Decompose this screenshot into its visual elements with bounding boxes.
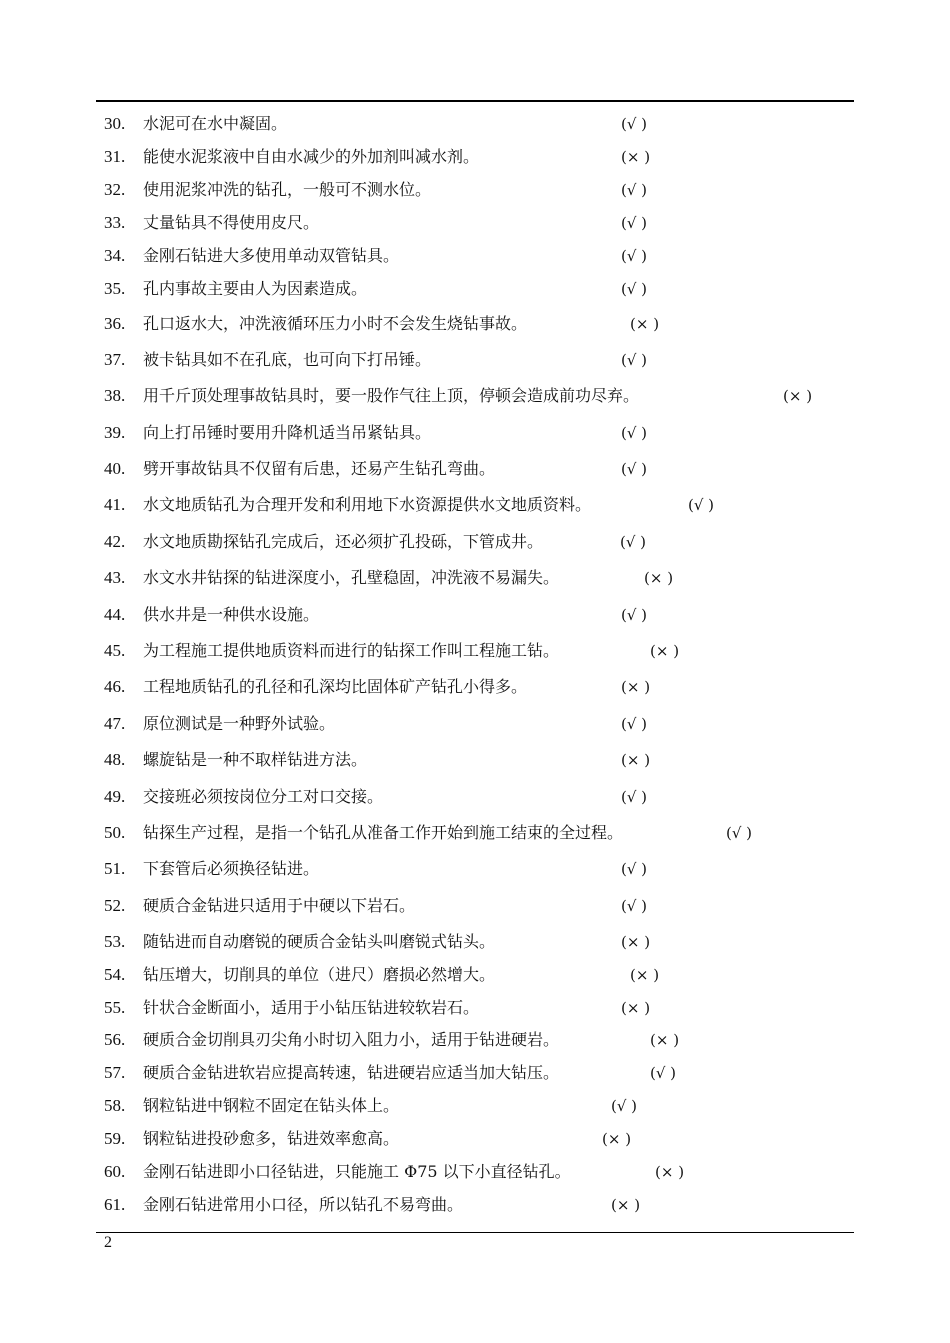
item-number: 32. (104, 180, 126, 199)
item-number: 59. (104, 1129, 126, 1148)
item-number: 37. (104, 350, 126, 369)
item-text: 金刚石钻进即小口径钻进，只能施工 Φ75 以下小直径钻孔。 (143, 1162, 571, 1181)
list-item (0, 563, 950, 593)
item-answer: (× ) (621, 751, 651, 769)
item-answer: (× ) (602, 1130, 632, 1148)
item-text: 原位测试是一种野外试验。 (143, 714, 336, 733)
list-item (0, 418, 950, 448)
item-number: 36. (104, 314, 126, 333)
item-text: 水文地质勘探钻孔完成后，还必须扩孔投砾，下管成井。 (143, 532, 544, 551)
list-item (0, 960, 950, 990)
item-number: 33. (104, 213, 126, 232)
item-answer: (√ ) (650, 1064, 677, 1082)
item-text: 钢粒钻进中钢粒不固定在钻头体上。 (143, 1096, 400, 1115)
item-text: 金刚石钻进大多使用单动双管钻具。 (143, 246, 400, 265)
item-number: 35. (104, 279, 126, 298)
list-item (0, 454, 950, 484)
item-number: 45. (104, 641, 126, 660)
item-number: 31. (104, 147, 126, 166)
footer-rule (96, 1232, 854, 1233)
item-text: 水文地质钻孔为合理开发和利用地下水资源提供水文地质资料。 (143, 495, 592, 514)
list-item (0, 1091, 950, 1121)
list-item (0, 709, 950, 739)
item-answer: (√ ) (621, 214, 648, 232)
page-number: 2 (104, 1234, 112, 1251)
list-item (0, 381, 950, 411)
list-item (0, 490, 950, 520)
item-answer: (√ ) (621, 280, 648, 298)
item-number: 44. (104, 605, 126, 624)
item-text: 针状合金断面小，适用于小钻压钻进较软岩石。 (143, 998, 480, 1017)
list-item (0, 672, 950, 702)
list-item (0, 175, 950, 205)
list-item (0, 818, 950, 848)
list-item (0, 1124, 950, 1154)
item-number: 57. (104, 1063, 126, 1082)
item-text: 用千斤顶处理事故钻具时，要一股作气往上顶，停顿会造成前功尽弃。 (143, 386, 640, 405)
header-rule (96, 100, 854, 102)
item-answer: (× ) (644, 569, 674, 587)
item-answer: (√ ) (611, 1097, 638, 1115)
item-answer: (× ) (621, 148, 651, 166)
item-answer: (√ ) (620, 533, 647, 551)
item-number: 34. (104, 246, 126, 265)
item-answer: (× ) (630, 315, 660, 333)
item-text: 交接班必须按岗位分工对口交接。 (143, 787, 384, 806)
item-text: 钻探生产过程，是指一个钻孔从准备工作开始到施工结束的全过程。 (143, 823, 624, 842)
item-answer: (√ ) (621, 181, 648, 199)
item-text: 硬质合金钻进软岩应提高转速，钻进硬岩应适当加大钻压。 (143, 1063, 560, 1082)
item-number: 30. (104, 114, 126, 133)
list-item (0, 527, 950, 557)
list-item (0, 1025, 950, 1055)
item-number: 61. (104, 1195, 126, 1214)
list-item (0, 636, 950, 666)
item-answer: (√ ) (726, 824, 753, 842)
item-text: 下套管后必须换径钻进。 (143, 859, 320, 878)
item-number: 60. (104, 1162, 126, 1181)
item-answer: (√ ) (621, 715, 648, 733)
item-number: 43. (104, 568, 126, 587)
item-text: 能使水泥浆液中自由水减少的外加剂叫减水剂。 (143, 147, 480, 166)
item-text: 硬质合金钻进只适用于中硬以下岩石。 (143, 896, 416, 915)
item-text: 供水井是一种供水设施。 (143, 605, 320, 624)
item-answer: (× ) (655, 1163, 685, 1181)
item-answer: (× ) (621, 678, 651, 696)
item-text: 水文水井钻探的钻进深度小，孔壁稳固，冲洗液不易漏失。 (143, 568, 560, 587)
item-answer: (√ ) (621, 247, 648, 265)
item-number: 46. (104, 677, 126, 696)
list-item (0, 208, 950, 238)
item-text: 硬质合金切削具刃尖角小时切入阻力小，适用于钻进硬岩。 (143, 1030, 560, 1049)
item-number: 38. (104, 386, 126, 405)
list-item (0, 309, 950, 339)
item-answer: (× ) (621, 933, 651, 951)
list-item (0, 274, 950, 304)
item-text: 被卡钻具如不在孔底，也可向下打吊锤。 (143, 350, 432, 369)
item-text: 金刚石钻进常用小口径，所以钻孔不易弯曲。 (143, 1195, 464, 1214)
list-item (0, 745, 950, 775)
item-text: 水泥可在水中凝固。 (143, 114, 288, 133)
item-text: 使用泥浆冲洗的钻孔，一般可不测水位。 (143, 180, 432, 199)
item-number: 56. (104, 1030, 126, 1049)
item-answer: (√ ) (621, 897, 648, 915)
list-item (0, 993, 950, 1023)
item-answer: (√ ) (688, 496, 715, 514)
item-answer: (√ ) (621, 860, 648, 878)
item-number: 48. (104, 750, 126, 769)
item-number: 47. (104, 714, 126, 733)
list-item (0, 927, 950, 957)
item-number: 58. (104, 1096, 126, 1115)
item-answer: (× ) (611, 1196, 641, 1214)
list-item (0, 109, 950, 139)
item-answer: (√ ) (621, 424, 648, 442)
item-answer: (× ) (630, 966, 660, 984)
item-text: 螺旋钻是一种不取样钻进方法。 (143, 750, 368, 769)
item-answer: (√ ) (621, 115, 648, 133)
item-number: 54. (104, 965, 126, 984)
item-text: 丈量钻具不得使用皮尺。 (143, 213, 320, 232)
item-text: 向上打吊锤时要用升降机适当吊紧钻具。 (143, 423, 432, 442)
item-text: 劈开事故钻具不仅留有后患，还易产生钻孔弯曲。 (143, 459, 496, 478)
item-text: 随钻进而自动磨锐的硬质合金钻头叫磨锐式钻头。 (143, 932, 496, 951)
item-text: 为工程施工提供地质资料而进行的钻探工作叫工程施工钻。 (143, 641, 560, 660)
list-item (0, 782, 950, 812)
item-answer: (× ) (650, 1031, 680, 1049)
item-text: 钢粒钻进投砂愈多，钻进效率愈高。 (143, 1129, 400, 1148)
item-text: 孔口返水大，冲洗液循环压力小时不会发生烧钻事故。 (143, 314, 528, 333)
item-number: 49. (104, 787, 126, 806)
item-answer: (√ ) (621, 460, 648, 478)
item-text: 钻压增大，切削具的单位（进尺）磨损必然增大。 (143, 965, 496, 984)
item-number: 41. (104, 495, 126, 514)
item-number: 50. (104, 823, 126, 842)
list-item (0, 1190, 950, 1220)
list-item (0, 600, 950, 630)
item-number: 55. (104, 998, 126, 1017)
item-number: 53. (104, 932, 126, 951)
item-text: 工程地质钻孔的孔径和孔深均比固体矿产钻孔小得多。 (143, 677, 528, 696)
item-number: 40. (104, 459, 126, 478)
list-item (0, 1058, 950, 1088)
list-item (0, 142, 950, 172)
item-number: 42. (104, 532, 126, 551)
item-number: 52. (104, 896, 126, 915)
item-answer: (√ ) (621, 788, 648, 806)
item-answer: (× ) (650, 642, 680, 660)
list-item (0, 345, 950, 375)
item-text: 孔内事故主要由人为因素造成。 (143, 279, 368, 298)
item-answer: (√ ) (621, 606, 648, 624)
item-number: 39. (104, 423, 126, 442)
item-answer: (× ) (621, 999, 651, 1017)
item-number: 51. (104, 859, 126, 878)
list-item (0, 891, 950, 921)
item-answer: (√ ) (621, 351, 648, 369)
list-item (0, 241, 950, 271)
list-item (0, 1157, 950, 1187)
list-item (0, 854, 950, 884)
item-answer: (× ) (783, 387, 813, 405)
